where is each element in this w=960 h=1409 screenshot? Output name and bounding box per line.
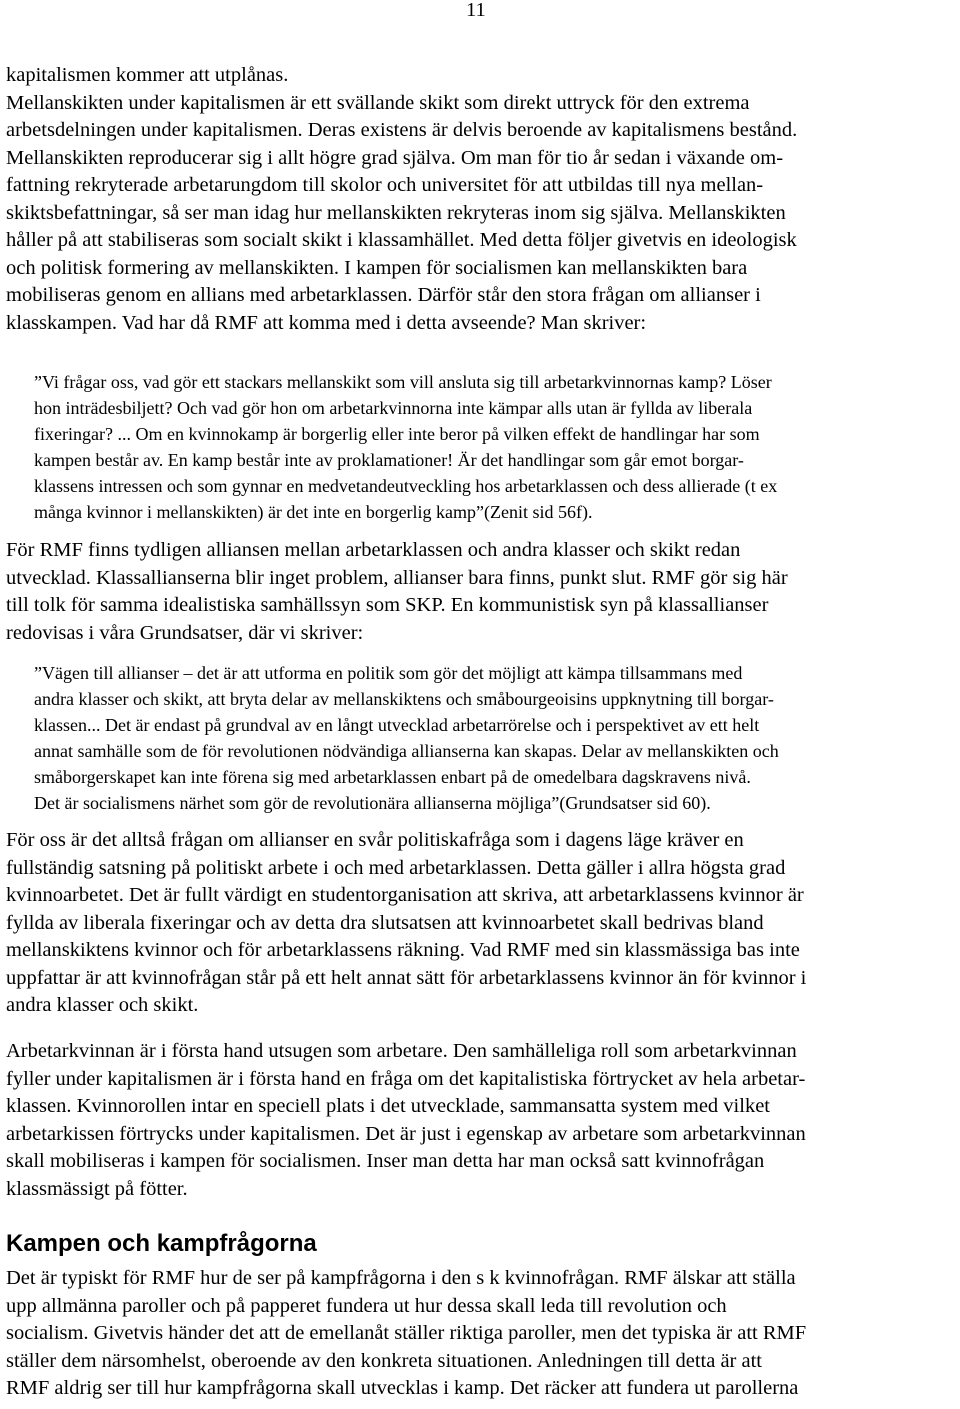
text-line: andra klasser och skikt.: [6, 994, 199, 1017]
quote-line: många kvinnor i mellanskikten) är det inte en borgerlig kamp”(Zenit sid 56f).: [34, 502, 593, 522]
text-line: fattning rekryterade arbetarungdom till skolor och universitet för att utbildas till nya mellan-: [6, 174, 764, 197]
text-line: kapitalismen kommer att utplånas.: [6, 64, 289, 86]
quote-line: kampen består av. En kamp består inte av proklamationer! Är det handlingar som går emot borgar-: [34, 450, 744, 470]
paragraph: [6, 62, 956, 337]
quote-line: Det är socialismens närhet som gör de revolutionära allianserna möjliga”(Grundsatser sid 60).: [34, 793, 711, 813]
text-line: utvecklad. Klassallianserna blir inget problem, allianser bara finns, punkt slut. RMF gör sig här: [6, 566, 788, 589]
text-line: RMF aldrig ser till hur kampfrågorna skall utvecklas i kamp. Det räcker att fundera ut parollerna: [6, 1377, 799, 1400]
quote-line: andra klasser och skikt, att bryta delar av mellanskiktens och småbourgeoisins uppknytning till borgar-: [34, 689, 774, 709]
quote-line: klassens intressen och som gynnar en medvetandeutveckling hos arbetarklassen och dess allierade (t ex: [34, 476, 778, 496]
quote-line: ”Vägen till allianser – det är att utforma en politik som gör det möjligt att kämpa tillsammans med: [34, 663, 743, 683]
text-line: socialism. Givetvis händer det att de emellanåt ställer riktiga paroller, men det typiska är att RMF: [6, 1322, 807, 1345]
text-line: fyller under kapitalismen är i första hand en fråga om det kapitalistiska förtrycket av hela arbetar-: [6, 1067, 806, 1090]
quote-line: hon inträdesbiljett? Och vad gör hon om arbetarkvinnorna inte kämpar alls utan är fyllda av liberala: [34, 398, 753, 418]
text-line: ställer dem närsomhelst, oberoende av den konkreta situationen. Anledningen till detta är att: [6, 1349, 762, 1372]
text-line: För RMF finns tydligen alliansen mellan arbetarklassen och andra klasser och skikt redan: [6, 539, 741, 561]
text-line: arbetsdelningen under kapitalismen. Deras existens är delvis beroende av kapitalismens bestånd.: [6, 119, 798, 142]
quote-line: småborgerskapet kan inte förena sig med arbetarklassen enbart på de omedelbara dagskravens nivå.: [34, 767, 751, 787]
text-line: och politisk formering av mellanskikten. I kampen för socialismen kan mellanskikten bara: [6, 256, 748, 279]
text-line: mellanskiktens kvinnor och för arbetarklassens räkning. Vad RMF med sin klassmässiga bas inte: [6, 939, 800, 962]
text-line: upp allmänna paroller och på papperet fundera ut hur dessa skall leda till revolution och: [6, 1294, 727, 1317]
text-line: För oss är det alltså frågan om allianser en svår politiskafråga som i dagens läge kräver en: [6, 829, 744, 851]
text-line: klassmässigt på fötter.: [6, 1177, 188, 1200]
paragraph: [6, 827, 956, 1020]
block-quote: [34, 369, 956, 525]
text-line: skall mobiliseras i kampen för socialismen. Inser man detta har man också satt kvinnofrågan: [6, 1150, 765, 1173]
text-line: klasskampen. Vad har då RMF att komma med i detta avseende? Man skriver:: [6, 311, 647, 334]
text-line: Arbetarkvinnan är i första hand utsugen som arbetare. Den samhälleliga roll som arbetarkvinnan: [6, 1040, 797, 1062]
text-line: mobiliseras genom en allians med arbetarklassen. Därför står den stora frågan om allianser i: [6, 284, 761, 307]
page-number: 11: [466, 0, 486, 21]
quote-line: ”Vi frågar oss, vad gör ett stackars mellanskikt som vill ansluta sig till arbetarkvinnornas kamp? Löser: [34, 372, 772, 392]
text-line: klassen. Kvinnorollen intar en speciell plats i det utvecklade, sammansatta system med vilket: [6, 1095, 770, 1118]
text-line: kvinnoarbetet. Det är fullt värdigt en studentorganisation att skriva, att arbetarklassens kvinnor är: [6, 884, 804, 907]
paragraph: [6, 1038, 956, 1203]
text-line: skiktsbefattningar, så ser man idag hur mellanskikten rekryteras inom sig själva. Mellanskikten: [6, 201, 786, 224]
text-line: fullständig satsning på politiskt arbete i och med arbetarklassen. Detta gäller i allra högsta grad: [6, 856, 786, 879]
text-line: till tolk för samma idealistiska samhällssyn som SKP. En kommunistisk syn på klassallianser: [6, 594, 769, 617]
quote-line: fixeringar? ... Om en kvinnokamp är borgerlig eller inte beror på vilken effekt de handlingar har som: [34, 424, 760, 444]
block-quote: [34, 660, 956, 816]
text-line: fyllda av liberala fixeringar och av detta dra slutsatsen att kvinnoarbetet skall bedrivas bland: [6, 911, 764, 934]
text-line: redovisas i våra Grundsatser, där vi skriver:: [6, 621, 364, 644]
text-line: uppfattar är att kvinnofrågan står på ett helt annat sätt för arbetarklassens kvinnor än för kvinnor i: [6, 966, 807, 989]
quote-line: annat samhälle som de för revolutionen nödvändiga allianserna kan skapas. Delar av mellanskikten och: [34, 741, 779, 761]
text-line: arbetarkissen förtrycks under kapitalismen. Det är just i egenskap av arbetare som arbetarkvinnan: [6, 1122, 806, 1145]
section-heading: Kampen och kampfrågorna: [6, 1230, 317, 1257]
text-line: håller på att stabiliseras som socialt skikt i klassamhället. Med detta följer givetvis en ideologisk: [6, 229, 797, 252]
text-line: Det är typiskt för RMF hur de ser på kampfrågorna i den s k kvinnofrågan. RMF älskar att ställa: [6, 1267, 796, 1289]
text-line: Mellanskikten under kapitalismen är ett svällande skikt som direkt uttryck för den extrema: [6, 91, 750, 114]
text-line: Mellanskikten reproducerar sig i allt högre grad själva. Om man för tio år sedan i växande om-: [6, 146, 784, 169]
paragraph: [6, 1265, 956, 1403]
paragraph: [6, 537, 956, 647]
quote-line: klassen... Det är endast på grundval av en långt utvecklad arbetarrörelse och i perspektivet av ett helt: [34, 715, 760, 735]
